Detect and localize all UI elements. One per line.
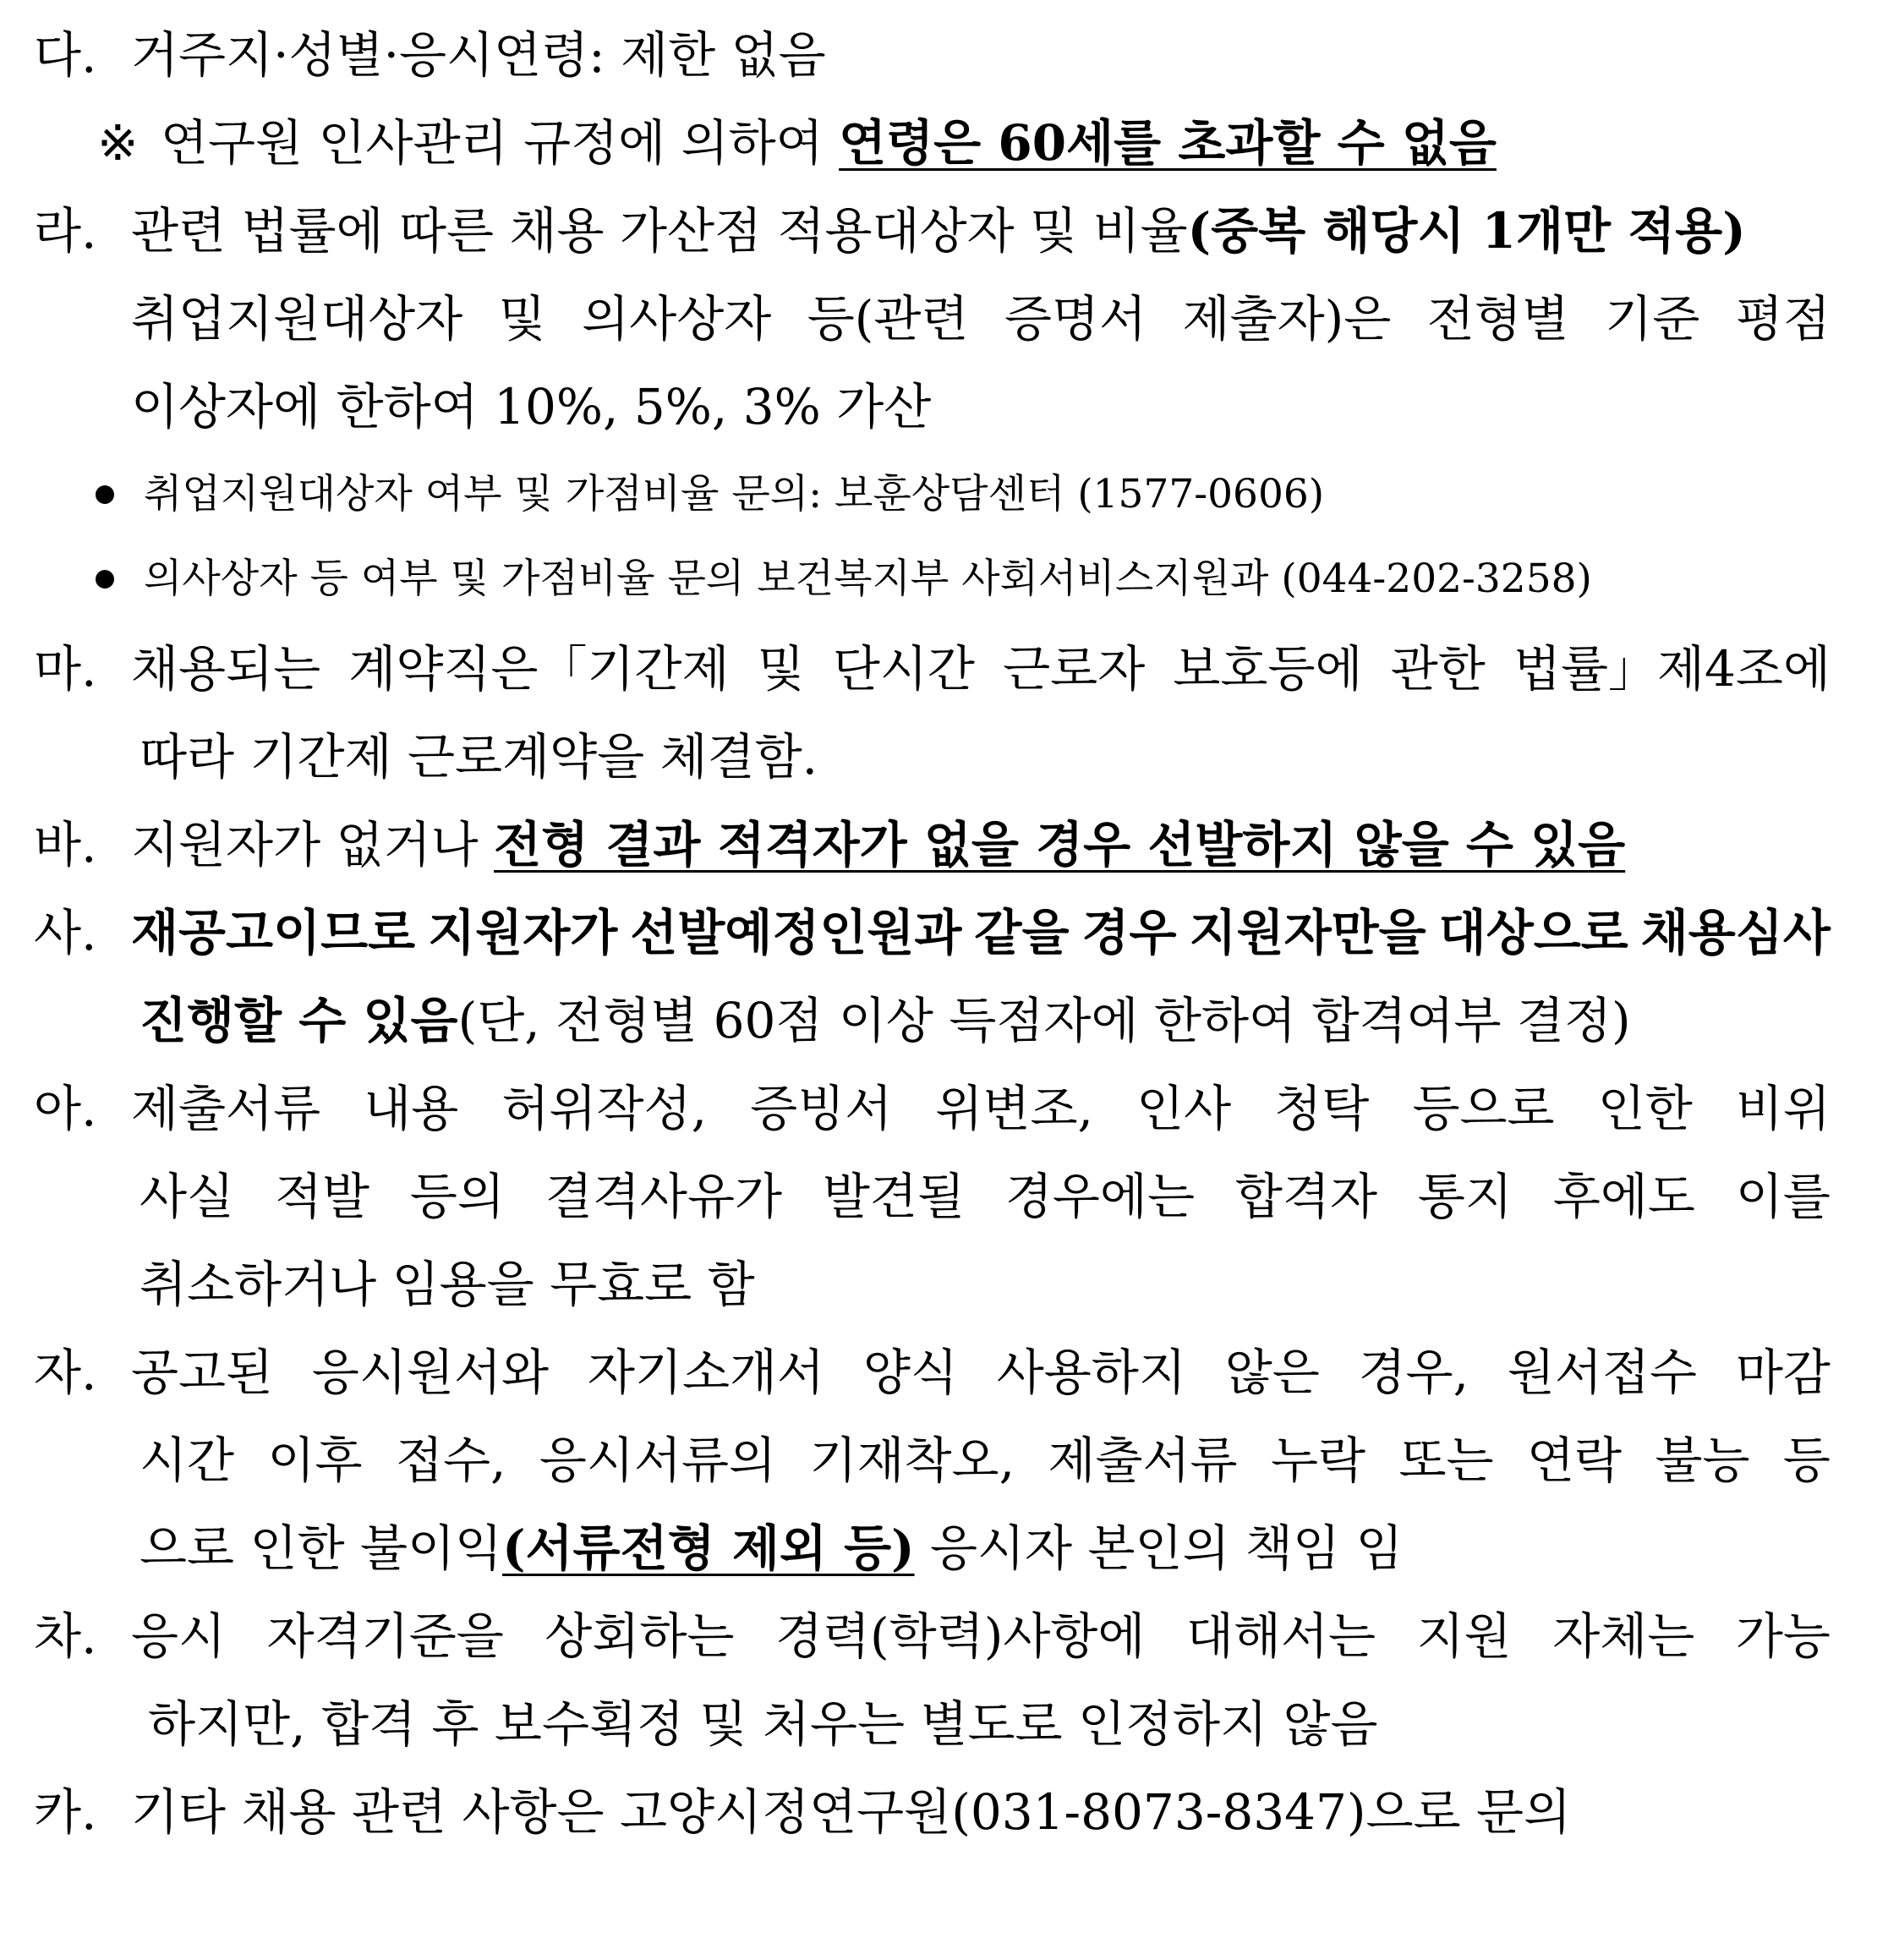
item-text xyxy=(131,1343,1831,1402)
item-cha-line-2 xyxy=(0,1694,1378,1754)
item-text: 관련 법률에 따른 채용 가산점 적용대상자 및 비율 xyxy=(131,202,1188,260)
item-ma-line-2 xyxy=(0,727,818,786)
word: 같을 xyxy=(974,904,1070,961)
word: 재공고이므로 xyxy=(131,904,416,961)
item-text xyxy=(131,1607,1831,1666)
item-text xyxy=(140,1431,1831,1490)
item-label: 라. xyxy=(34,202,97,260)
word: 공고된 xyxy=(131,1344,274,1401)
word: 연락 xyxy=(1526,1432,1623,1489)
bullet-item xyxy=(0,465,1325,524)
item-sa xyxy=(0,903,1831,962)
word: 의사상자 xyxy=(582,290,772,348)
word: 등의 xyxy=(409,1168,505,1225)
word: 계약직은「기간제 xyxy=(348,640,730,698)
item-label: 마. xyxy=(34,640,97,698)
word: 원서접수 xyxy=(1507,1344,1698,1401)
word: 시간 xyxy=(140,1432,235,1489)
item-ja-line-3 xyxy=(0,1519,1404,1578)
note-age-limit xyxy=(0,113,1497,172)
word: 접수, xyxy=(395,1432,506,1489)
word: 단시간 xyxy=(832,640,975,698)
bullet-item xyxy=(0,550,1592,609)
word: 내용 xyxy=(364,1080,459,1137)
item-ja xyxy=(0,1343,1831,1402)
word: 지원 xyxy=(1416,1607,1512,1665)
word: 위변조, xyxy=(935,1080,1093,1137)
word: 관한 xyxy=(1390,640,1486,698)
word: 제출서류 xyxy=(1048,1432,1238,1489)
item-ka xyxy=(0,1782,1572,1842)
item-ra-line-2 xyxy=(0,289,1831,348)
item-cha xyxy=(0,1607,1831,1666)
item-label: 사. xyxy=(34,904,97,961)
word: 등(관련 xyxy=(807,290,969,348)
item-a-line-2 xyxy=(0,1167,1831,1226)
word: 보호등에 xyxy=(1173,640,1363,698)
word: 또는 xyxy=(1398,1432,1494,1489)
item-text: 기타 채용 관련 사항은 고양시정연구원(031-8073-8347)으로 문의 xyxy=(131,1783,1572,1841)
item-ra xyxy=(0,201,1746,260)
word: 통지 xyxy=(1417,1168,1513,1225)
item-text: 취소하거나 임용을 무효로 함 xyxy=(140,1256,755,1313)
item-sa-line-2 xyxy=(0,991,1631,1050)
word: 경우 xyxy=(1081,904,1177,961)
word: 대해서는 xyxy=(1185,1607,1376,1665)
item-text: 이상자에 한하여 10%, 5%, 3% 가산 xyxy=(131,378,932,435)
word: 기준 xyxy=(1605,290,1700,348)
word: 및 xyxy=(498,290,546,348)
bullet-dot-icon xyxy=(96,485,114,504)
word: 사실 xyxy=(140,1168,235,1225)
item-ma xyxy=(0,639,1831,698)
word: 마감 xyxy=(1735,1344,1831,1401)
word: 허위작성, xyxy=(501,1080,708,1137)
item-label: 차. xyxy=(34,1607,97,1665)
word: 인한 xyxy=(1597,1080,1693,1137)
word: 자격기준을 xyxy=(266,1607,504,1665)
word: 상회하는 xyxy=(545,1607,735,1665)
word: 법률」제4조에 xyxy=(1513,640,1831,698)
item-label: 다. xyxy=(34,26,97,84)
word: 근로자 xyxy=(1003,640,1146,698)
word: 후에도 xyxy=(1552,1168,1695,1225)
word: 않은 xyxy=(1224,1344,1320,1401)
word: 채용되는 xyxy=(131,640,321,698)
bullet-text: 의사상자 등 여부 및 가점비율 문의 보건복지부 사회서비스지원과 (044-202-3258) xyxy=(144,556,1592,602)
word: 경력(학력)사항에 xyxy=(774,1607,1146,1665)
item-emphasis: 진행할 수 있음 xyxy=(140,992,458,1049)
item-emphasis: 전형 결과 적격자가 없을 경우 선발하지 않을 수 있음 xyxy=(494,816,1626,873)
reference-mark: ※ xyxy=(97,114,139,172)
word: 청탁 xyxy=(1274,1080,1370,1137)
item-text: (단, 전형별 60점 이상 득점자에 한하여 합격여부 결정) xyxy=(457,992,1631,1049)
item-text: 하지만, 합격 후 보수획정 및 처우는 별도로 인정하지 않음 xyxy=(148,1695,1378,1753)
word: 대상으로 xyxy=(1438,904,1628,961)
item-ja-line-2 xyxy=(0,1431,1831,1490)
word: 선발예정인원과 xyxy=(630,904,962,961)
bullet-dot-icon xyxy=(96,570,114,589)
item-text: 으로 인한 불이익 xyxy=(140,1519,503,1577)
word: 채용심사 xyxy=(1640,904,1831,961)
word: 이후 xyxy=(267,1432,363,1489)
item-text: 거주지·성별·응시연령: 제한 없음 xyxy=(131,26,826,84)
word: 인사 xyxy=(1136,1080,1232,1137)
word: 경우에는 xyxy=(1004,1168,1195,1225)
word: 양식 xyxy=(862,1344,958,1401)
item-text xyxy=(131,1079,1831,1138)
note-emphasis: 연령은 60세를 초과할 수 없음 xyxy=(839,114,1497,172)
word: 응시원서와 xyxy=(311,1344,550,1401)
item-ra-line-3 xyxy=(0,377,932,436)
word: 증빙서 xyxy=(750,1080,893,1137)
item-a-line-3 xyxy=(0,1255,755,1314)
word: 자기소개서 xyxy=(587,1344,825,1401)
word: 경우, xyxy=(1358,1344,1469,1401)
item-da xyxy=(0,25,826,85)
word: 지원자만을 xyxy=(1189,904,1426,961)
word: 지원자가 xyxy=(428,904,618,961)
item-emphasis: (중복 해당시 1개만 적용) xyxy=(1187,202,1746,260)
word: 및 xyxy=(757,640,805,698)
word: 결격사유가 xyxy=(545,1168,782,1225)
note-text: 연구원 인사관리 규정에 의하여 xyxy=(161,114,840,172)
word: 평점 xyxy=(1735,290,1831,348)
word: 제출자)은 xyxy=(1182,290,1392,348)
word: 합격자 xyxy=(1234,1168,1377,1225)
word: 제출서류 xyxy=(131,1080,321,1137)
item-label: 자. xyxy=(34,1344,97,1401)
word: 등 xyxy=(1782,1432,1831,1489)
word: 기재착오, xyxy=(809,1432,1015,1489)
item-label: 아. xyxy=(34,1080,97,1137)
word: 증명서 xyxy=(1004,290,1147,348)
item-ba xyxy=(0,815,1626,874)
bullet-text: 취업지원대상자 여부 및 가점비율 문의: 보훈상담센터 (1577-0606) xyxy=(144,471,1325,517)
item-text: 따라 기간제 근로계약을 체결함. xyxy=(140,728,818,786)
item-text xyxy=(131,289,1831,348)
item-a xyxy=(0,1079,1831,1138)
item-label: 바. xyxy=(34,816,97,873)
word: 응시 xyxy=(131,1607,227,1665)
word: 전형별 xyxy=(1426,290,1569,348)
word: 취업지원대상자 xyxy=(131,290,463,348)
word: 사용하지 xyxy=(996,1344,1186,1401)
word: 등으로 xyxy=(1412,1080,1555,1137)
item-text xyxy=(140,1167,1831,1226)
word: 불능 xyxy=(1655,1432,1750,1489)
item-text xyxy=(131,639,1831,698)
item-label: 카. xyxy=(34,1783,97,1841)
word: 발견될 xyxy=(822,1168,965,1225)
word: 이를 xyxy=(1735,1168,1831,1225)
word: 누락 xyxy=(1270,1432,1366,1489)
word: 자체는 xyxy=(1552,1607,1695,1665)
word: 적발 xyxy=(274,1168,370,1225)
word: 응시서류의 xyxy=(539,1432,777,1489)
word: 비위 xyxy=(1735,1080,1831,1137)
item-text xyxy=(131,903,1831,962)
word: 가능 xyxy=(1735,1607,1831,1665)
item-text: 응시자 본인의 책임 임 xyxy=(914,1519,1404,1577)
item-text: 지원자가 없거나 xyxy=(131,816,495,873)
item-emphasis: (서류전형 제외 등) xyxy=(502,1519,915,1577)
